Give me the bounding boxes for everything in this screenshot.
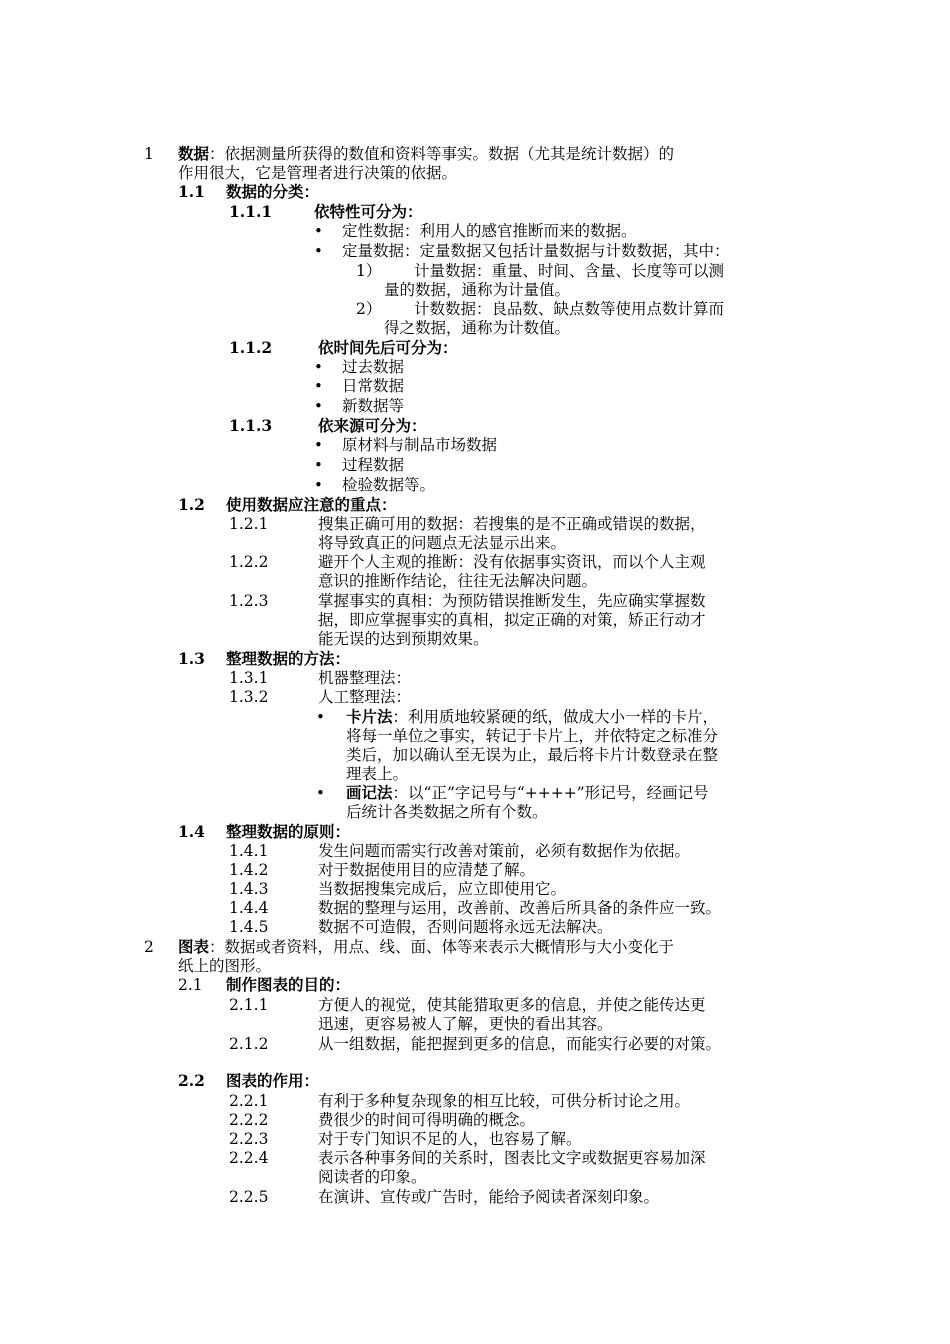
tally-method-term: 画记法	[346, 783, 393, 802]
list-item: 日常数据	[342, 377, 405, 395]
card-method-line1	[346, 707, 718, 727]
section-2-term: 图表	[178, 937, 210, 956]
item-text: 从一组数据，能把握到更多的信息，而能实行必要的对策。	[318, 1035, 722, 1053]
bullet-icon: •	[314, 222, 323, 240]
list-item: 原材料与制品市场数据	[342, 436, 498, 454]
section-1-term: 数据	[178, 144, 210, 163]
bullet-icon: •	[314, 377, 323, 395]
section-2-2-number: 2.2	[178, 1071, 205, 1090]
item-text: 人工整理法：	[318, 688, 412, 706]
bullet-icon: •	[316, 784, 325, 802]
item-text: 据，即应掌握事实的真相，拟定正确的对策，矫正行动才	[318, 611, 706, 629]
item-text: 掌握事实的真相：为预防错误推断发生，先应确实掌握数	[318, 592, 706, 610]
numbered-item-marker: 2）	[356, 300, 382, 318]
item-number: 2.1.2	[229, 1035, 269, 1053]
item-number: 1.4.3	[229, 880, 269, 898]
section-1-2-title: 使用数据应注意的重点：	[226, 495, 397, 514]
card-method-text: 理表上。	[346, 765, 409, 783]
section-1-text-line1: ：依据测量所获得的数值和资料等事实。数据（尤其是统计数据）的	[209, 145, 675, 163]
list-item: 定性数据：利用人的感官推断而来的数据。	[342, 222, 637, 240]
numbered-item-marker: 1）	[356, 262, 382, 280]
item-text: 在演讲、宣传或广告时，能给予阅读者深刻印象。	[318, 1188, 660, 1206]
card-method-text: 类后，加以确认至无误为止，最后将卡片计数登录在整	[346, 746, 719, 764]
item-text: 方便人的视觉，使其能猎取更多的信息，并使之能传达更	[318, 996, 706, 1014]
section-1-1-number: 1.1	[178, 182, 205, 201]
bullet-icon: •	[316, 708, 325, 726]
item-text: 避开个人主观的推断：没有依据事实资讯，而以个人主观	[318, 553, 706, 571]
item-text: 意识的推断作结论，往往无法解决问题。	[318, 572, 598, 590]
item-text: 对于专门知识不足的人，也容易了解。	[318, 1130, 582, 1148]
list-item: 新数据等	[342, 397, 405, 415]
item-text: 发生问题而需实行改善对策前，必须有数据作为依据。	[318, 842, 691, 860]
item-text: 数据不可造假，否则问题将永远无法解决。	[318, 918, 613, 936]
section-1-3-title: 整理数据的方法：	[226, 649, 351, 668]
item-text: 费很少的时间可得明确的概念。	[318, 1111, 536, 1129]
section-1-1-3-title: 依来源可分为：	[318, 416, 427, 435]
card-method-text: 将每一单位之事实，转记于卡片上，并依特定之标准分	[346, 727, 719, 745]
bullet-icon: •	[314, 456, 323, 474]
item-number: 2.2.1	[229, 1092, 269, 1110]
section-1-1-title: 数据的分类：	[226, 182, 320, 201]
item-number: 2.1.1	[229, 996, 269, 1014]
item-text: 将导致真正的问题点无法显示出来。	[318, 534, 567, 552]
item-text: 能无误的达到预期效果。	[318, 630, 489, 648]
section-1-1-2-title: 依时间先后可分为：	[318, 338, 458, 357]
section-1-number: 1	[144, 145, 154, 163]
section-2-2-title: 图表的作用：	[226, 1071, 320, 1090]
section-2-text-line2: 纸上的图形。	[178, 957, 272, 975]
bullet-icon: •	[314, 476, 323, 494]
card-method-text: ：利用质地较紧硬的纸，做成大小一样的卡片，	[392, 708, 719, 726]
item-text: 机器整理法：	[318, 669, 412, 687]
list-item: 定量数据：定量数据又包括计量数据与计数数据，其中：	[342, 242, 730, 260]
numbered-item-text: 量的数据，通称为计量值。	[384, 281, 571, 299]
item-number: 1.2.3	[229, 592, 269, 610]
section-2-1-number: 2.1	[178, 976, 203, 994]
item-text: 表示各种事务间的关系时，图表比文字或数据更容易加深	[318, 1149, 706, 1167]
list-item: 过去数据	[342, 358, 405, 376]
item-text: 迅速，更容易被人了解，更快的看出其容。	[318, 1015, 613, 1033]
item-number: 2.2.5	[229, 1188, 269, 1206]
item-number: 1.3.1	[229, 669, 269, 687]
section-1-1-1-number: 1.1.1	[229, 202, 273, 221]
list-item: 过程数据	[342, 456, 405, 474]
section-1-3-number: 1.3	[178, 649, 205, 668]
item-number: 1.4.2	[229, 861, 269, 879]
item-text: 数据的整理与运用，改善前、改善后所具备的条件应一致。	[318, 899, 722, 917]
item-number: 1.4.4	[229, 899, 269, 917]
item-number: 1.2.1	[229, 515, 269, 533]
item-text: 搜集正确可用的数据：若搜集的是不正确或错误的数据，	[318, 515, 706, 533]
section-1-4-title: 整理数据的原则：	[226, 822, 351, 841]
item-number: 2.2.3	[229, 1130, 269, 1148]
bullet-icon: •	[314, 358, 323, 376]
section-1-intro	[178, 144, 674, 164]
section-2-number: 2	[144, 938, 154, 956]
item-text: 阅读者的印象。	[318, 1168, 427, 1186]
item-text: 有利于多种复杂现象的相互比较，可供分析讨论之用。	[318, 1092, 691, 1110]
section-2-intro	[178, 937, 674, 957]
section-1-1-1-title: 依特性可分为：	[314, 202, 423, 221]
tally-method-text: 后统计各类数据之所有个数。	[346, 803, 548, 821]
list-item: 检验数据等。	[342, 476, 436, 494]
numbered-item-text: 计数数据：良品数、缺点数等使用点数计算而	[414, 300, 725, 318]
item-number: 2.2.4	[229, 1149, 269, 1167]
item-text: 对于数据使用目的应清楚了解。	[318, 861, 536, 879]
section-1-1-3-number: 1.1.3	[229, 416, 273, 435]
item-number: 1.4.5	[229, 918, 269, 936]
section-1-4-number: 1.4	[178, 822, 205, 841]
section-1-1-2-number: 1.1.2	[229, 338, 273, 357]
tally-method-text: ：以“正”字记号与“++++”形记号，经画记号	[392, 784, 709, 802]
item-number: 1.4.1	[229, 842, 269, 860]
section-1-2-number: 1.2	[178, 495, 205, 514]
section-2-text-line1: ：数据或者资料，用点、线、面、体等来表示大概情形与大小变化于	[209, 938, 675, 956]
item-number: 2.2.2	[229, 1111, 269, 1129]
numbered-item-text: 得之数据，通称为计数值。	[384, 319, 571, 337]
section-2-1-title: 制作图表的目的：	[226, 975, 351, 994]
tally-method-line1	[346, 783, 709, 803]
numbered-item-text: 计量数据：重量、时间、含量、长度等可以测	[414, 262, 725, 280]
item-number: 1.3.2	[229, 688, 269, 706]
item-text: 当数据搜集完成后，应立即使用它。	[318, 880, 567, 898]
bullet-icon: •	[314, 436, 323, 454]
bullet-icon: •	[314, 242, 323, 260]
card-method-term: 卡片法	[346, 707, 393, 726]
section-1-text-line2: 作用很大，它是管理者进行决策的依据。	[178, 164, 458, 182]
item-number: 1.2.2	[229, 553, 269, 571]
bullet-icon: •	[314, 397, 323, 415]
